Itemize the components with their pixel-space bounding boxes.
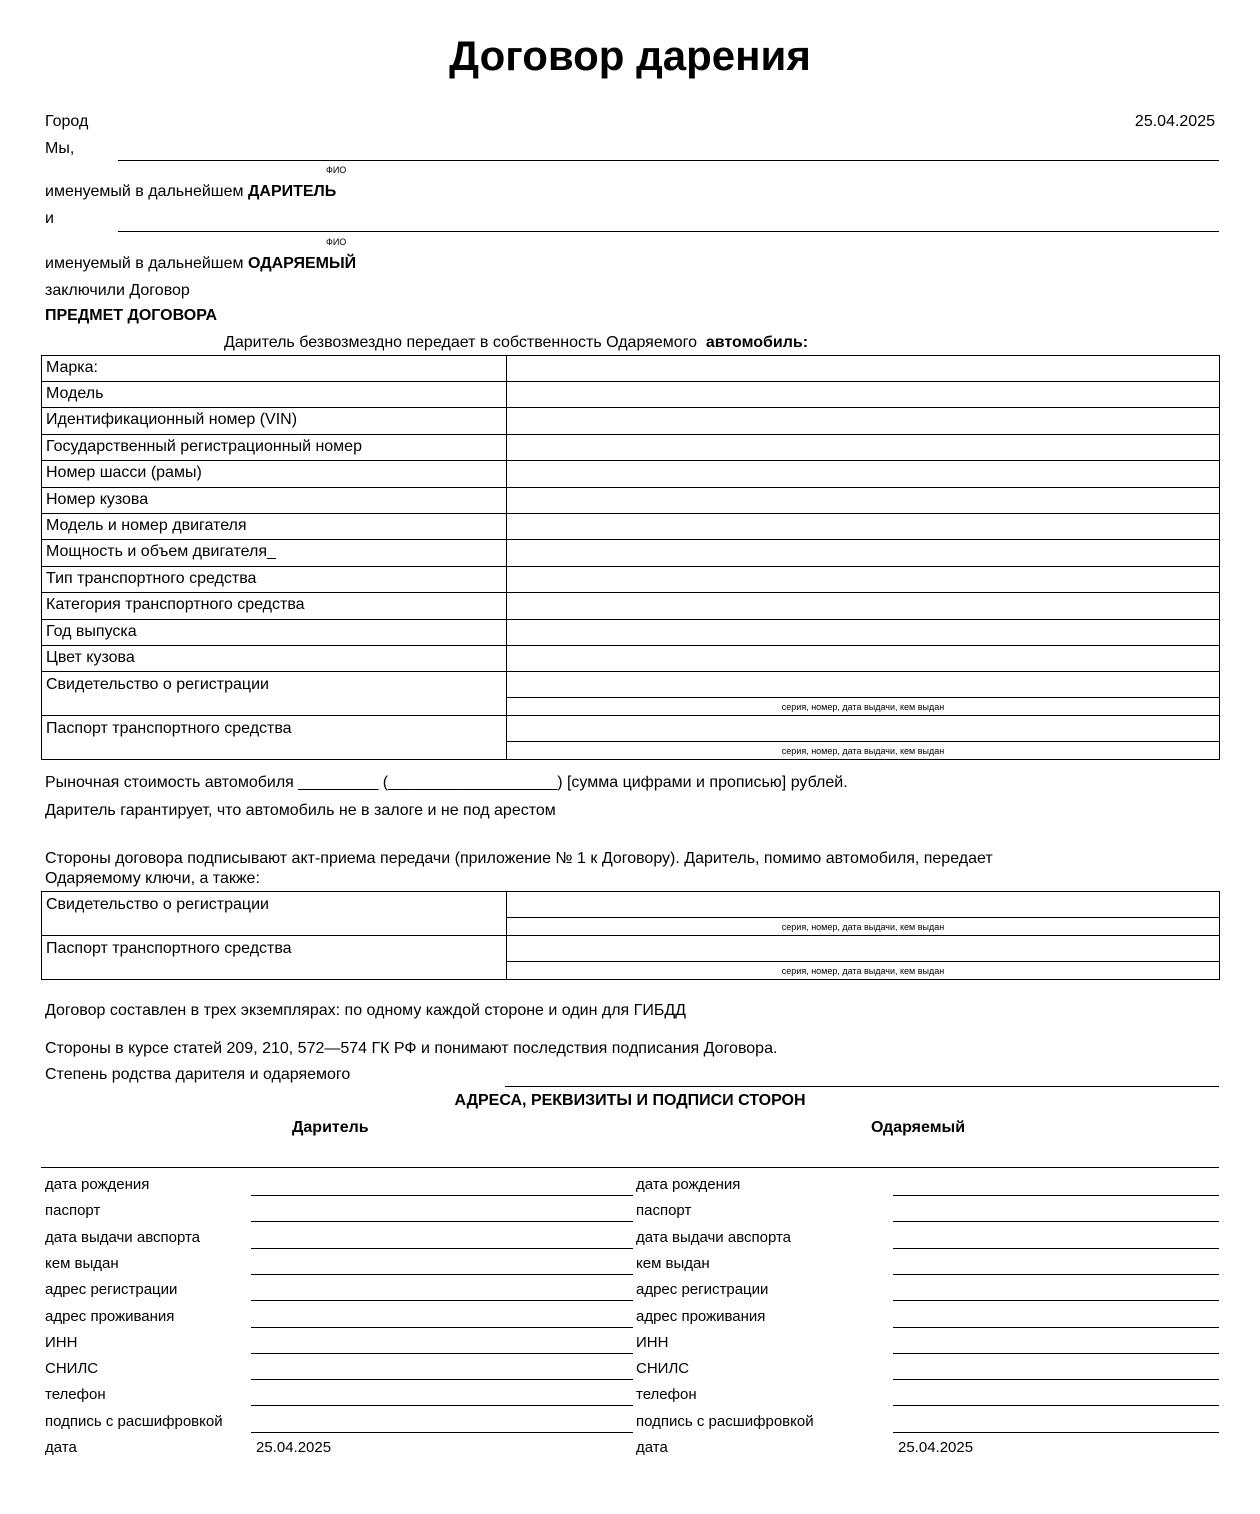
donee-field-line[interactable] <box>893 1432 1219 1433</box>
car-table-row <box>42 487 1220 513</box>
donor-field-label: кем выдан <box>45 1254 119 1272</box>
donor-fio-line[interactable] <box>118 160 1219 161</box>
doc-value-input[interactable] <box>507 892 1219 918</box>
donee-field-label: подпись с расшифровкой <box>636 1412 814 1430</box>
subject-intro-text: Даритель безвозмездно передает в собственность Одаряемого <box>224 334 697 351</box>
donor-field-label: дата рождения <box>45 1176 150 1193</box>
donor-field-line[interactable] <box>251 1221 633 1222</box>
donee-field-label: дата выдачи авспорта <box>636 1228 792 1246</box>
kinship-line[interactable] <box>505 1086 1219 1087</box>
car-field-label: Цвет кузова <box>42 645 507 671</box>
act-text-2: Одаряемому ключи, а также: <box>45 870 260 887</box>
donee-field-line[interactable] <box>893 1300 1219 1301</box>
car-table-row <box>42 645 1220 671</box>
car-table-row <box>42 513 1220 539</box>
car-field-value[interactable] <box>507 566 1220 592</box>
donor-field-label: ИНН <box>45 1333 78 1351</box>
donee-field-line[interactable] <box>893 1248 1219 1249</box>
donee-fio-line[interactable] <box>118 231 1219 232</box>
donee-date-label: дата <box>636 1439 668 1456</box>
donor-field-line[interactable] <box>251 1432 633 1433</box>
docs-table-row <box>42 892 1220 936</box>
car-field-value[interactable] <box>507 513 1220 539</box>
donor-field-line[interactable] <box>251 1327 633 1328</box>
donor-date-value: 25.04.2025 <box>256 1439 332 1456</box>
donor-field-line[interactable] <box>251 1405 633 1406</box>
act-text-1: Стороны договора подписывают акт-приема передачи (приложение № 1 к Договору). Даритель, помимо автомобиля, передает <box>45 850 993 867</box>
donee-field-label: СНИЛС <box>636 1360 690 1378</box>
car-table-row <box>42 356 1220 382</box>
donee-role-line <box>45 254 356 274</box>
concluded-text: заключили Договор <box>45 282 190 299</box>
donor-field-line[interactable] <box>251 1195 633 1196</box>
signatures-heading: АДРЕСА, РЕКВИЗИТЫ И ПОДПИСИ СТОРОН <box>454 1092 806 1109</box>
contract-date: 25.04.2025 <box>1134 113 1215 130</box>
car-field-value[interactable] <box>507 619 1220 645</box>
market-value: Рыночная стоимость автомобиля _________ (___________________) [сумма цифрами и прописью] рублей. <box>45 774 848 791</box>
donor-fio-caption: ФИО <box>326 165 347 175</box>
car-field-label: Номер шасси (рамы) <box>42 461 507 487</box>
donor-field-label: дата выдачи авспорта <box>45 1228 201 1246</box>
docs-table-row <box>42 936 1220 980</box>
car-field-label: Категория транспортного средства <box>42 593 507 619</box>
donor-column-title: Даритель <box>292 1119 369 1136</box>
donee-field-label: дата рождения <box>636 1176 741 1193</box>
donor-field-label: СНИЛС <box>45 1360 99 1378</box>
donor-field-label: адрес проживания <box>45 1307 175 1325</box>
page-title: Договор дарения <box>449 32 811 79</box>
car-field-label: Тип транспортного средства <box>42 566 507 592</box>
car-table-row <box>42 566 1220 592</box>
car-field-value[interactable] <box>507 540 1220 566</box>
donee-field-label: адрес регистрации <box>636 1281 769 1299</box>
donee-field-label: телефон <box>636 1386 697 1404</box>
doc-value-cell <box>507 716 1220 760</box>
donor-date-label: дата <box>45 1439 77 1456</box>
donor-field-label: телефон <box>45 1386 106 1404</box>
donor-field-label: паспорт <box>45 1202 101 1220</box>
doc-caption: серия, номер, дата выдачи, кем выдан <box>781 702 945 713</box>
donor-field-line[interactable] <box>251 1300 633 1301</box>
donor-field-line[interactable] <box>251 1248 633 1249</box>
donee-field-label: ИНН <box>636 1333 669 1351</box>
donor-field-line[interactable] <box>251 1379 633 1380</box>
car-field-label: Модель <box>42 382 507 408</box>
car-field-value[interactable] <box>507 382 1220 408</box>
donor-prefix: именуемый в дальнейшем <box>45 183 244 200</box>
car-doc-row <box>42 716 1220 760</box>
articles-text: Стороны в курсе статей 209, 210, 572—574 ГК РФ и понимают последствия подписания Договора. <box>45 1040 778 1057</box>
car-field-label: Марка: <box>42 356 507 382</box>
donee-field-line[interactable] <box>893 1221 1219 1222</box>
car-field-value[interactable] <box>507 356 1220 382</box>
car-table-row <box>42 593 1220 619</box>
car-table-row <box>42 434 1220 460</box>
donor-field-label: адрес регистрации <box>45 1281 178 1299</box>
doc-label: Свидетельство о регистрации <box>42 892 507 936</box>
car-table-row <box>42 461 1220 487</box>
car-field-label: Год выпуска <box>42 619 507 645</box>
car-field-value[interactable] <box>507 408 1220 434</box>
car-table <box>41 355 1220 760</box>
doc-label: Паспорт транспортного средства <box>42 716 507 760</box>
donee-date-value: 25.04.2025 <box>898 1439 974 1456</box>
car-field-label: Модель и номер двигателя <box>42 513 507 539</box>
car-field-label: Номер кузова <box>42 487 507 513</box>
car-field-value[interactable] <box>507 434 1220 460</box>
car-field-value[interactable] <box>507 487 1220 513</box>
donee-fio-caption: ФИО <box>326 237 347 247</box>
donor-field-line[interactable] <box>251 1274 633 1275</box>
doc-value-input[interactable] <box>507 716 1219 742</box>
car-field-value[interactable] <box>507 461 1220 487</box>
car-table-row <box>42 382 1220 408</box>
guarantee-text: Даритель гарантирует, что автомобиль не в залоге и не под арестом <box>45 802 556 819</box>
and-label: и <box>45 210 54 227</box>
donee-field-label: адрес проживания <box>636 1307 766 1325</box>
car-table-row <box>42 408 1220 434</box>
car-table-row <box>42 540 1220 566</box>
donee-field-line[interactable] <box>893 1195 1219 1196</box>
copies-text: Договор составлен в трех экземплярах: по одному каждой стороне и один для ГИБДД <box>45 1002 686 1019</box>
donee-role: ОДАРЯЕМЫЙ <box>247 255 357 272</box>
car-field-label: Мощность и объем двигателя_ <box>42 540 507 566</box>
subject-heading: ПРЕДМЕТ ДОГОВОРА <box>45 307 218 324</box>
doc-value-input[interactable] <box>507 936 1219 962</box>
donee-field-line[interactable] <box>893 1405 1219 1406</box>
car-field-value[interactable] <box>507 645 1220 671</box>
doc-value-cell <box>507 672 1220 716</box>
donor-field-line[interactable] <box>251 1353 633 1354</box>
subject-intro-bold: автомобиль: <box>705 334 809 351</box>
donee-field-line[interactable] <box>893 1327 1219 1328</box>
doc-label: Свидетельство о регистрации <box>42 672 507 716</box>
donee-field-line[interactable] <box>893 1353 1219 1354</box>
car-field-label: Государственный регистрационный номер <box>42 434 507 460</box>
doc-caption: серия, номер, дата выдачи, кем выдан <box>781 966 945 976</box>
car-table-row <box>42 619 1220 645</box>
car-field-label: Идентификационный номер (VIN) <box>42 408 507 434</box>
donee-field-line[interactable] <box>893 1379 1219 1380</box>
donee-field-line[interactable] <box>893 1274 1219 1275</box>
donee-field-label: паспорт <box>636 1202 692 1220</box>
we-label: Мы, <box>45 140 75 157</box>
doc-value-input[interactable] <box>507 672 1219 698</box>
donor-role-line <box>45 182 336 202</box>
donee-field-label: кем выдан <box>636 1254 710 1272</box>
doc-value-cell <box>507 892 1220 936</box>
doc-label: Паспорт транспортного средства <box>42 936 507 980</box>
docs-table <box>41 891 1220 980</box>
doc-caption: серия, номер, дата выдачи, кем выдан <box>781 922 945 932</box>
donee-column-title: Одаряемый <box>871 1119 966 1136</box>
city-label: Город <box>45 113 89 130</box>
doc-caption: серия, номер, дата выдачи, кем выдан <box>781 746 945 757</box>
car-field-value[interactable] <box>507 593 1220 619</box>
donor-role: ДАРИТЕЛЬ <box>247 183 337 200</box>
signatures-top-rule <box>41 1167 1219 1168</box>
doc-value-cell <box>507 936 1220 980</box>
subject-intro <box>224 333 808 353</box>
donee-prefix: именуемый в дальнейшем <box>45 255 244 272</box>
donor-field-label: подпись с расшифровкой <box>45 1412 223 1430</box>
kinship-label: Степень родства дарителя и одаряемого <box>45 1066 351 1083</box>
car-doc-row <box>42 672 1220 716</box>
